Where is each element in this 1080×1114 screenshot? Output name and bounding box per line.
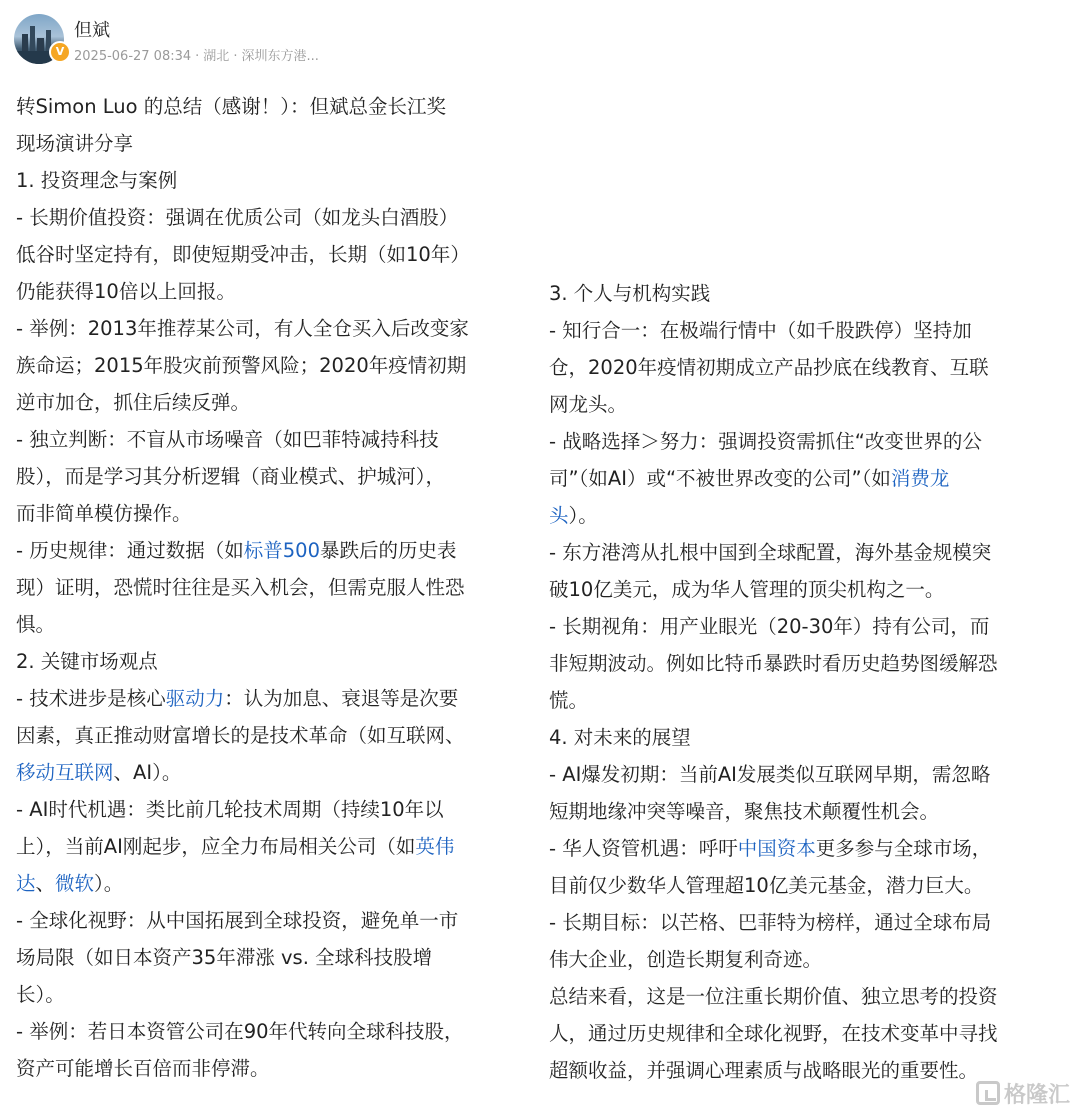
section-heading: 1. 投资理念与案例 xyxy=(16,169,178,192)
text-line: 现）证明，恐慌时往往是买入机会，但需克服人性恐 xyxy=(16,576,465,599)
link-microsoft[interactable]: 微软 xyxy=(55,872,95,895)
link-sp500[interactable]: 标普500 xyxy=(243,539,320,562)
gelonghui-logo-icon xyxy=(976,1081,1000,1105)
post-body-left xyxy=(16,88,534,1087)
text-line: 低谷时坚定持有，即使短期受冲击，长期（如10年） xyxy=(16,243,470,266)
text-line: - 技术进步是核心驱动力：认为加息、衰退等是次要 xyxy=(16,687,459,710)
text-line: - 华人资管机遇：呼吁中国资本更多参与全球市场， xyxy=(549,837,992,860)
text-line: 惧。 xyxy=(16,613,56,636)
text-line: - 战略选择＞努力：强调投资需抓住“改变世界的公 xyxy=(549,430,982,453)
link-consumer-leader[interactable]: 头 xyxy=(549,504,569,527)
text-line: - 长期视角：用产业眼光（20-30年）持有公司，而 xyxy=(549,615,990,638)
link-mobile-internet[interactable]: 移动互联网 xyxy=(16,761,114,784)
text-line: 达、微软）。 xyxy=(16,872,124,895)
text-line: 头）。 xyxy=(549,504,598,527)
text-line: 总结来看，这是一位注重长期价值、独立思考的投资 xyxy=(549,985,998,1008)
text-line: 仍能获得10倍以上回报。 xyxy=(16,280,236,303)
text-line: 人，通过历史规律和全球化视野，在技术变革中寻找 xyxy=(549,1022,998,1045)
post-header xyxy=(0,0,1080,80)
text-line: 长）。 xyxy=(16,983,65,1006)
link-china-capital[interactable]: 中国资本 xyxy=(737,837,816,860)
section-heading: 3. 个人与机构实践 xyxy=(549,282,711,305)
text-line: - 历史规律：通过数据（如标普500暴跌后的历史表 xyxy=(16,539,457,562)
text-line: 目前仅少数华人管理超10亿美元基金，潜力巨大。 xyxy=(549,874,984,897)
post-source[interactable]: 深圳东方港... xyxy=(241,49,319,64)
post-body-right xyxy=(549,275,1054,1089)
link-consumer-leader[interactable]: 消费龙 xyxy=(890,467,950,490)
text-line: 司”（如AI）或“不被世界改变的公司”（如消费龙 xyxy=(549,467,950,490)
text-line: 仓，2020年疫情初期成立产品抄底在线教育、互联 xyxy=(549,356,989,379)
post-title-line: 转Simon Luo 的总结（感谢！）：但斌总金长江奖 xyxy=(16,95,447,118)
text-line: - 举例：若日本资管公司在90年代转向全球科技股， xyxy=(16,1020,464,1043)
watermark-text: 格隆汇 xyxy=(1003,1082,1070,1108)
text-line: 超额收益，并强调心理素质与战略眼光的重要性。 xyxy=(549,1059,979,1082)
text-line: 资产可能增长百倍而非停滞。 xyxy=(16,1057,270,1080)
text-line: 族命运；2015年股灾前预警风险；2020年疫情初期 xyxy=(16,354,467,377)
text-line: 股），而是学习其分析逻辑（商业模式、护城河）， xyxy=(16,465,446,488)
section-heading: 2. 关键市场观点 xyxy=(16,650,158,673)
link-nvidia[interactable]: 英伟 xyxy=(415,835,455,858)
text-line: - 独立判断：不盲从市场噪音（如巴菲特减持科技 xyxy=(16,428,439,451)
text-line: 慌。 xyxy=(549,689,589,712)
text-line: 短期地缘冲突等噪音，聚焦技术颠覆性机会。 xyxy=(549,800,940,823)
post-date: 2025-06-27 08:34 xyxy=(74,49,192,64)
text-line: 非短期波动。例如比特币暴跌时看历史趋势图缓解恐 xyxy=(549,652,998,675)
text-line: - AI时代机遇：类比前几轮技术周期（持续10年以 xyxy=(16,798,444,821)
text-line: - 长期价值投资：强调在优质公司（如龙头白酒股） xyxy=(16,206,459,229)
text-line: - AI爆发初期：当前AI发展类似互联网早期，需忽略 xyxy=(549,763,991,786)
text-line: 因素，真正推动财富增长的是技术革命（如互联网、 xyxy=(16,724,465,747)
text-line: 移动互联网、AI）。 xyxy=(16,761,182,784)
text-line: 破10亿美元，成为华人管理的顶尖机构之一。 xyxy=(549,578,945,601)
text-line: - 东方港湾从扎根中国到全球配置，海外基金规模突 xyxy=(549,541,992,564)
link-drive[interactable]: 驱动力 xyxy=(165,687,225,710)
text-line: 上），当前AI刚起步，应全力布局相关公司（如英伟 xyxy=(16,835,455,858)
watermark xyxy=(976,1078,1070,1108)
author-name[interactable]: 但斌 xyxy=(74,20,110,41)
text-line: 网龙头。 xyxy=(549,393,628,416)
text-line: - 知行合一：在极端行情中（如千股跌停）坚持加 xyxy=(549,319,972,342)
post-meta: 2025-06-27 08:34 · 湖北 · 深圳东方港... xyxy=(74,49,319,64)
text-line: 伟大企业，创造长期复利奇迹。 xyxy=(549,948,823,971)
post-location: 湖北 xyxy=(203,49,230,64)
text-line: - 长期目标：以芒格、巴菲特为榜样，通过全球布局 xyxy=(549,911,992,934)
link-nvidia[interactable]: 达 xyxy=(16,872,36,895)
text-line: 而非简单模仿操作。 xyxy=(16,502,192,525)
text-line: - 全球化视野：从中国拓展到全球投资，避免单一市 xyxy=(16,909,459,932)
post-title-line: 现场演讲分享 xyxy=(16,132,134,155)
section-heading: 4. 对未来的展望 xyxy=(549,726,691,749)
text-line: 逆市加仓，抓住后续反弹。 xyxy=(16,391,251,414)
text-line: - 举例：2013年推荐某公司，有人全仓买入后改变家 xyxy=(16,317,469,340)
text-line: 场局限（如日本资产35年滞涨 vs. 全球科技股增 xyxy=(16,946,433,969)
verified-badge-icon: V xyxy=(49,41,71,63)
